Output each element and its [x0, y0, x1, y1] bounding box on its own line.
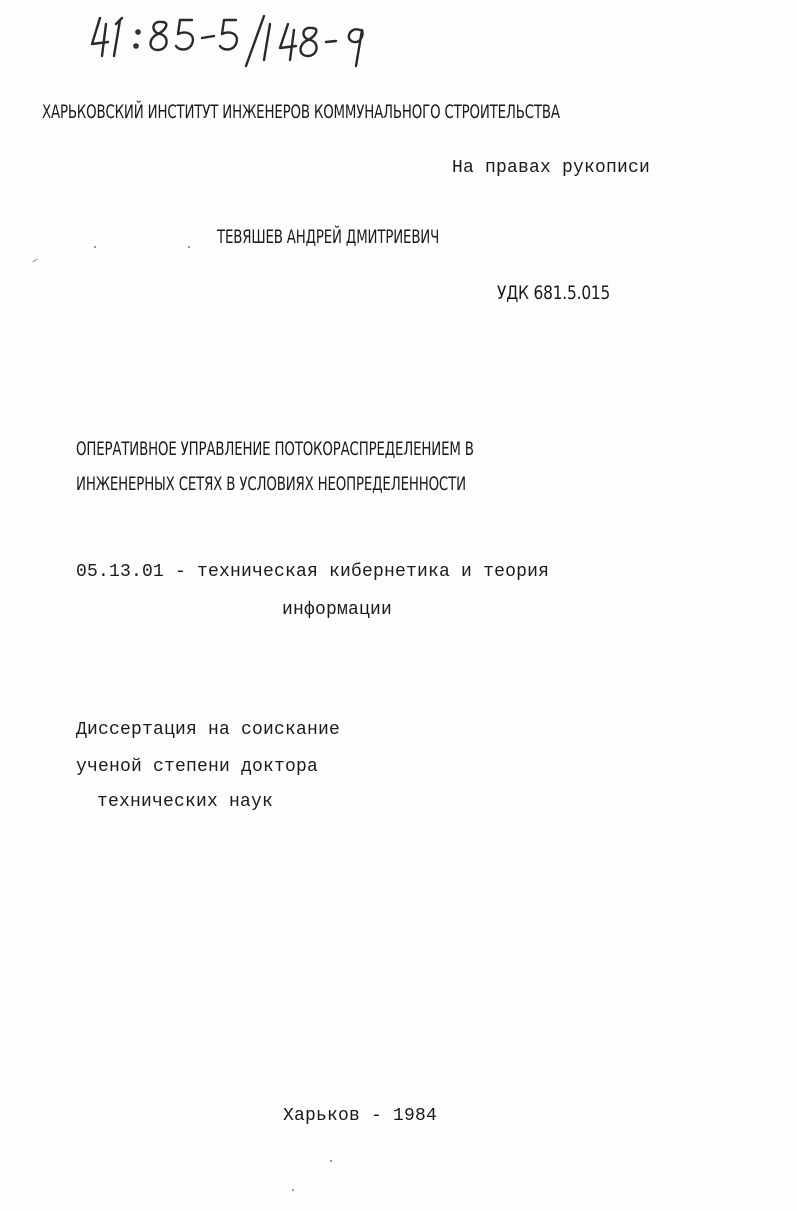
title-line-2: ИНЖЕНЕРНЫХ СЕТЯХ В УСЛОВИЯХ НЕОПРЕДЕЛЕННОСТИ [76, 473, 466, 495]
handwritten-archive-number [86, 10, 376, 72]
scan-speck [330, 1160, 332, 1162]
degree-line-2: ученой степени доктора [76, 757, 319, 777]
udc-code: УДК 681.5.015 [497, 282, 611, 304]
degree-line-1: Диссертация на соискание [76, 720, 341, 740]
manuscript-rights-note: На правах рукописи [452, 158, 651, 178]
scan-speck [32, 259, 38, 263]
author-name: ТЕВЯШЕВ АНДРЕЙ ДМИТРИЕВИЧ [217, 226, 440, 248]
place-and-year: Харьков - 1984 [283, 1106, 438, 1126]
specialty-line-1: 05.13.01 - техническая кибернетика и теория [76, 562, 550, 582]
scan-speck [292, 1189, 294, 1191]
scan-speck [188, 246, 190, 248]
scan-speck [94, 246, 96, 248]
institution-name: ХАРЬКОВСКИЙ ИНСТИТУТ ИНЖЕНЕРОВ КОММУНАЛЬНОГО СТРОИТЕЛЬСТВА [42, 101, 560, 123]
specialty-line-2: информации [282, 600, 393, 620]
degree-line-3: технических наук [97, 792, 274, 812]
title-line-1: ОПЕРАТИВНОЕ УПРАВЛЕНИЕ ПОТОКОРАСПРЕДЕЛЕНИЕМ В [76, 438, 474, 460]
